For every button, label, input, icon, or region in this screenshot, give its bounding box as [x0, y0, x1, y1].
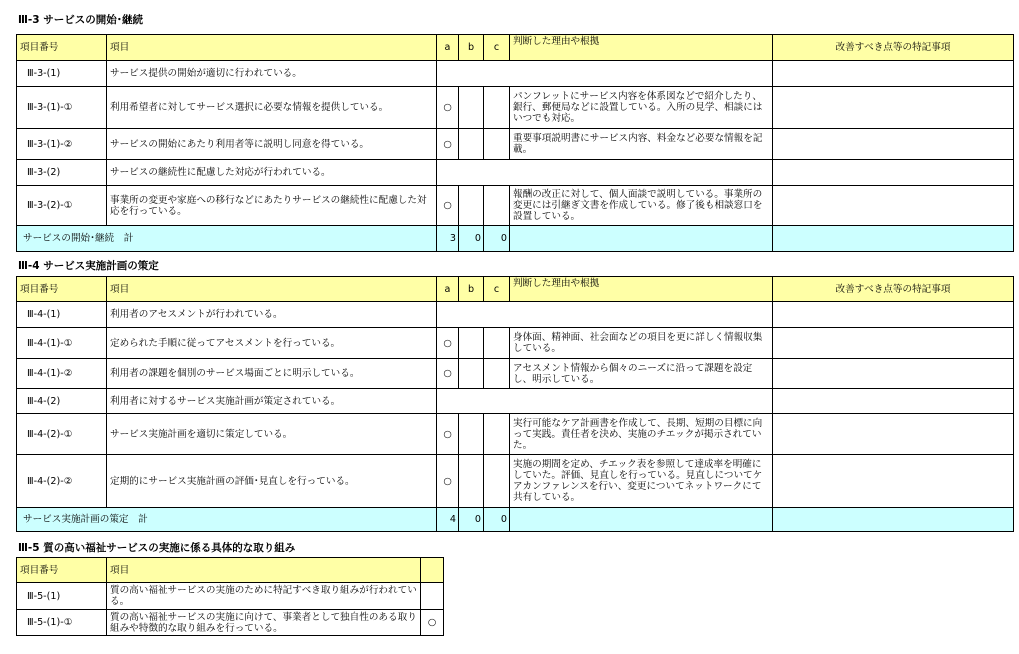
mark-a: ○ — [437, 455, 459, 508]
table-row — [17, 359, 1014, 389]
total-c: 0 — [484, 508, 510, 532]
note-cell — [773, 186, 1014, 226]
mark-a: ○ — [437, 129, 459, 160]
header-note: 改善すべき点等の特記事項 — [773, 35, 1014, 61]
mark-c — [484, 414, 510, 455]
reason-text: アセスメント情報から個々のニーズに沿って課題を設定し、明示している。 — [510, 359, 773, 389]
table-row — [17, 160, 1014, 186]
header-item: 項目 — [107, 277, 437, 302]
item-number: Ⅲ-3-(1)-① — [17, 87, 107, 129]
item-text: 利用希望者に対してサービス選択に必要な情報を提供している。 — [107, 87, 437, 129]
table-row — [17, 455, 1014, 508]
mark-a: ○ — [437, 328, 459, 359]
table-row — [17, 61, 1014, 87]
mark-a: ○ — [437, 186, 459, 226]
total-label: サービス実施計画の策定 計 — [17, 508, 437, 532]
item-text: 質の高い福祉サービスの実施に向けて、事業者として独自性のある取り組みや特徴的な取り組みを行っている。 — [107, 610, 421, 636]
table-header — [17, 35, 1014, 61]
mark-a: ○ — [421, 610, 444, 636]
header-a: a — [437, 35, 459, 61]
item-number: Ⅲ-3-(1) — [17, 61, 107, 87]
mark-c — [484, 455, 510, 508]
note-cell — [773, 414, 1014, 455]
table-row — [17, 414, 1014, 455]
section-title: Ⅲ-3 サービスの開始･継続 — [18, 14, 143, 26]
total-label: サービスの開始･継続 計 — [17, 226, 437, 252]
table-row — [17, 302, 1014, 328]
item-text: 質の高い福祉サービスの実施のために特記すべき取り組みが行われている。 — [107, 583, 421, 610]
item-number: Ⅲ-4-(2)-① — [17, 414, 107, 455]
header-b: b — [459, 35, 484, 61]
reason-text: 実施の期間を定め、チエック表を参照して達成率を明確にしていた。評価、見直しを行っている。見直しについてケアカンファレンスを行い、変更についてネットワークにて共有している。 — [510, 455, 773, 508]
total-reason-cell — [510, 226, 773, 252]
item-text: 利用者に対するサービス実施計画が策定されている。 — [107, 389, 437, 414]
table-row — [17, 583, 444, 610]
note-cell — [773, 455, 1014, 508]
total-b: 0 — [459, 226, 484, 252]
empty-cell — [437, 389, 773, 414]
mark-b — [459, 455, 484, 508]
header-blank — [421, 558, 444, 583]
header-item-no: 項目番号 — [17, 558, 107, 583]
note-cell — [773, 61, 1014, 87]
table-header — [17, 277, 1014, 302]
reason-text: パンフレットにサービス内容を体系図などで紹介したり、銀行、郵便局などに設置している。入所の見学、相談にはいつでも対応。 — [510, 87, 773, 129]
evaluation-table — [16, 557, 444, 636]
evaluation-table — [16, 34, 1014, 252]
item-number: Ⅲ-4-(1)-② — [17, 359, 107, 389]
item-text: サービス実施計画を適切に策定している。 — [107, 414, 437, 455]
total-note-cell — [773, 226, 1014, 252]
item-text: サービスの開始にあたり利用者等に説明し同意を得ている。 — [107, 129, 437, 160]
header-item: 項目 — [107, 558, 421, 583]
mark-b — [459, 359, 484, 389]
item-number: Ⅲ-4-(1)-① — [17, 328, 107, 359]
item-number: Ⅲ-3-(2)-① — [17, 186, 107, 226]
item-text: 事業所の変更や家庭への移行などにあたりサービスの継続性に配慮した対応を行っている。 — [107, 186, 437, 226]
section-title: Ⅲ-4 サービス実施計画の策定 — [18, 260, 159, 272]
header-item-no: 項目番号 — [17, 277, 107, 302]
note-cell — [773, 129, 1014, 160]
mark-c — [484, 359, 510, 389]
mark-c — [484, 129, 510, 160]
item-text: サービスの継続性に配慮した対応が行われている。 — [107, 160, 437, 186]
mark-a: ○ — [437, 87, 459, 129]
reason-text: 重要事項説明書にサービス内容、料金など必要な情報を記載。 — [510, 129, 773, 160]
item-number: Ⅲ-4-(2)-② — [17, 455, 107, 508]
total-a: 3 — [437, 226, 459, 252]
reason-text: 身体面、精神面、社会面などの項目を更に詳しく情報収集している。 — [510, 328, 773, 359]
item-text: 定められた手順に従ってアセスメントを行っている。 — [107, 328, 437, 359]
mark-b — [459, 414, 484, 455]
reason-text: 報酬の改正に対して、個人面談で説明している。事業所の変更には引継ぎ文書を作成している。修了後も相談窓口を設置している。 — [510, 186, 773, 226]
total-reason-cell — [510, 508, 773, 532]
note-cell — [773, 302, 1014, 328]
table-row — [17, 328, 1014, 359]
item-text: 利用者の課題を個別のサービス場面ごとに明示している。 — [107, 359, 437, 389]
total-a: 4 — [437, 508, 459, 532]
header-note: 改善すべき点等の特記事項 — [773, 277, 1014, 302]
header-item: 項目 — [107, 35, 437, 61]
mark-b — [459, 87, 484, 129]
item-number: Ⅲ-5-(1) — [17, 583, 107, 610]
mark-cell — [421, 583, 444, 610]
table-header — [17, 558, 444, 583]
header-c: c — [484, 277, 510, 302]
item-text: サービス提供の開始が適切に行われている。 — [107, 61, 437, 87]
header-reason: 判断した理由や根拠 — [510, 277, 773, 302]
note-cell — [773, 389, 1014, 414]
mark-c — [484, 87, 510, 129]
total-b: 0 — [459, 508, 484, 532]
header-c: c — [484, 35, 510, 61]
item-text: 定期的にサービス実施計画の評価･見直しを行っている。 — [107, 455, 437, 508]
total-note-cell — [773, 508, 1014, 532]
total-row — [17, 226, 1014, 252]
total-c: 0 — [484, 226, 510, 252]
header-reason: 判断した理由や根拠 — [510, 35, 773, 61]
mark-a: ○ — [437, 414, 459, 455]
empty-cell — [437, 302, 773, 328]
total-row — [17, 508, 1014, 532]
header-a: a — [437, 277, 459, 302]
mark-c — [484, 186, 510, 226]
reason-text: 実行可能なケア計画書を作成して、長期、短期の目標に向って実践。責任者を決め、実施のチエックが掲示されていた。 — [510, 414, 773, 455]
note-cell — [773, 359, 1014, 389]
table-row — [17, 389, 1014, 414]
note-cell — [773, 87, 1014, 129]
item-text: 利用者のアセスメントが行われている。 — [107, 302, 437, 328]
empty-cell — [437, 61, 773, 87]
item-number: Ⅲ-3-(1)-② — [17, 129, 107, 160]
mark-b — [459, 129, 484, 160]
note-cell — [773, 328, 1014, 359]
mark-b — [459, 186, 484, 226]
item-number: Ⅲ-5-(1)-① — [17, 610, 107, 636]
header-b: b — [459, 277, 484, 302]
mark-b — [459, 328, 484, 359]
item-number: Ⅲ-4-(1) — [17, 302, 107, 328]
header-item-no: 項目番号 — [17, 35, 107, 61]
mark-a: ○ — [437, 359, 459, 389]
section-title: Ⅲ-5 質の高い福祉サービスの実施に係る具体的な取り組み — [18, 542, 296, 554]
table-row — [17, 186, 1014, 226]
evaluation-table — [16, 276, 1014, 532]
mark-c — [484, 328, 510, 359]
item-number: Ⅲ-3-(2) — [17, 160, 107, 186]
note-cell — [773, 160, 1014, 186]
table-row — [17, 87, 1014, 129]
empty-cell — [437, 160, 773, 186]
item-number: Ⅲ-4-(2) — [17, 389, 107, 414]
table-row — [17, 129, 1014, 160]
table-row — [17, 610, 444, 636]
